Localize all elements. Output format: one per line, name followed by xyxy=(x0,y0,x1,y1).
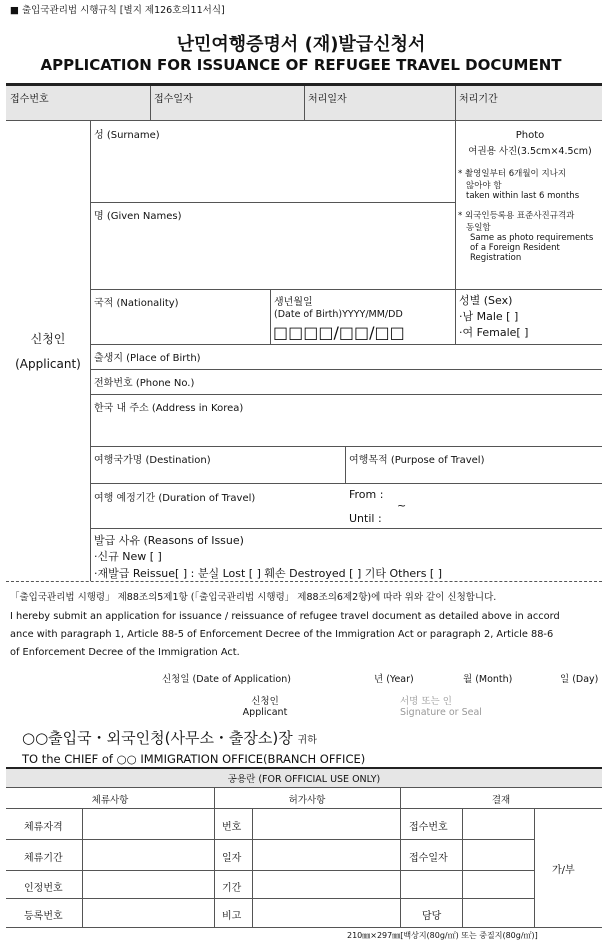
destination-field[interactable]: 여행국가명 (Destination) xyxy=(94,455,211,466)
declaration-english-1: I hereby submit an application for issuance / reissuance of refugee travel document as detailed above in accord xyxy=(10,611,560,622)
official-receipt-number: 접수번호 xyxy=(409,822,448,833)
official-use-title: 공용란 (FOR OFFICIAL USE ONLY) xyxy=(227,774,381,785)
duration-from-field[interactable]: From : xyxy=(349,488,384,501)
official-col-stay: 체류사항 xyxy=(91,795,129,806)
title-korean: 난민여행증명서 (재)발급신청서 xyxy=(176,34,426,55)
declaration-english-3: of Enforcement Decree of the Immigration Act. xyxy=(10,647,240,658)
official-stay-status: 체류자격 xyxy=(24,822,63,833)
addressee-korean: ○○출입국・외국인청(사무소・출장소)장 귀하 xyxy=(22,729,317,747)
given-names-field[interactable]: 명 (Given Names) xyxy=(94,211,182,222)
official-receipt-date: 접수일자 xyxy=(409,853,448,864)
purpose-field[interactable]: 여행목적 (Purpose of Travel) xyxy=(349,455,485,466)
date-of-application-label: 신청일 (Date of Application) xyxy=(162,674,291,685)
reason-reissue-checkboxes[interactable]: ·재발급 Reissue[ ] : 분실 Lost [ ] 훼손 Destroyed [ ] 기타 Others [ ] xyxy=(94,567,443,580)
day-field[interactable]: 일 (Day) xyxy=(560,674,599,685)
official-officer-in-charge: 담당 xyxy=(422,911,442,922)
title-english: APPLICATION FOR ISSUANCE OF REFUGEE TRAVEL DOCUMENT xyxy=(40,56,562,74)
month-field[interactable]: 월 (Month) xyxy=(463,674,513,685)
address-field[interactable]: 한국 내 주소 (Address in Korea) xyxy=(94,403,244,414)
official-approve-reject: 가/부 xyxy=(552,865,575,876)
applicant-sign-label: 신청인 Applicant xyxy=(242,696,288,718)
process-period-label: 처리기간 xyxy=(459,94,498,105)
form-reference: ■ 출입국관리법 시행규칙 [별지 제126호의11서식] xyxy=(10,5,225,16)
paper-spec-footer: 210㎜×297㎜[백상지(80g/㎡) 또는 중질지(80g/㎡)] xyxy=(347,931,538,940)
official-permit-period: 기간 xyxy=(222,883,242,894)
official-registration-number: 등록번호 xyxy=(24,911,63,922)
official-permit-remarks: 비고 xyxy=(222,911,242,922)
dob-label-ko: 생년월일 xyxy=(274,297,313,308)
nationality-field[interactable]: 국적 (Nationality) xyxy=(94,298,179,309)
reason-label: 발급 사유 (Reasons of Issue) xyxy=(94,534,244,547)
dob-label-en: (Date of Birth)YYYY/MM/DD xyxy=(274,309,403,320)
dob-input-boxes[interactable]: □□□□/□□/□□ xyxy=(273,323,405,342)
declaration-english-2: ance with paragraph 1, Article 88-5 of Enforcement Decree of the Immigration Act or paragraph 2, Article 88-6 xyxy=(10,629,554,640)
duration-until-field[interactable]: Until : xyxy=(349,512,382,525)
year-field[interactable]: 년 (Year) xyxy=(374,674,414,685)
addressee-english: TO the CHIEF of ○○ IMMIGRATION OFFICE(BRANCH OFFICE) xyxy=(22,752,366,766)
sex-male-checkbox[interactable]: ·남 Male [ ] xyxy=(459,310,519,323)
surname-field[interactable]: 성 (Surname) xyxy=(94,130,160,141)
duration-label: 여행 예정기간 (Duration of Travel) xyxy=(94,493,256,504)
duration-tilde: ~ xyxy=(397,499,407,512)
official-col-permit: 허가사항 xyxy=(288,795,326,806)
receipt-number-label: 접수번호 xyxy=(10,94,49,105)
applicant-label: 신청인 (Applicant) xyxy=(15,332,81,371)
phone-field[interactable]: 전화번호 (Phone No.) xyxy=(94,378,195,389)
sex-label: 성별 (Sex) xyxy=(459,294,513,307)
official-permit-date: 일자 xyxy=(222,853,242,864)
sex-female-checkbox[interactable]: ·여 Female[ ] xyxy=(459,326,529,339)
official-recognition-number: 인정번호 xyxy=(24,883,63,894)
official-col-approval: 결재 xyxy=(491,795,511,806)
photo-box[interactable]: Photo 여권용 사진(3.5cm×4.5cm) * 촬영일부터 6개월이 지나지 않아야 함 taken within last 6 months * 외국인등록용 표준사진규격과 동일함 Same as photo requirements of a Foreign Resident Registration xyxy=(458,130,594,263)
process-date-label: 처리일자 xyxy=(308,94,347,105)
place-of-birth-field[interactable]: 출생지 (Place of Birth) xyxy=(94,353,201,364)
receipt-date-label: 접수일자 xyxy=(154,94,193,105)
signature-field[interactable]: 서명 또는 인 Signature or Seal xyxy=(400,696,482,718)
declaration-korean: 「출입국관리법 시행령」 제88조의5제1항 (「출입국관리법 시행령」 제88조의6제2항)에 따라 위와 같이 신청합니다. xyxy=(10,592,497,603)
official-permit-number: 번호 xyxy=(222,822,242,833)
official-stay-period: 체류기간 xyxy=(24,853,63,864)
reason-new-checkbox[interactable]: ·신규 New [ ] xyxy=(94,550,162,563)
